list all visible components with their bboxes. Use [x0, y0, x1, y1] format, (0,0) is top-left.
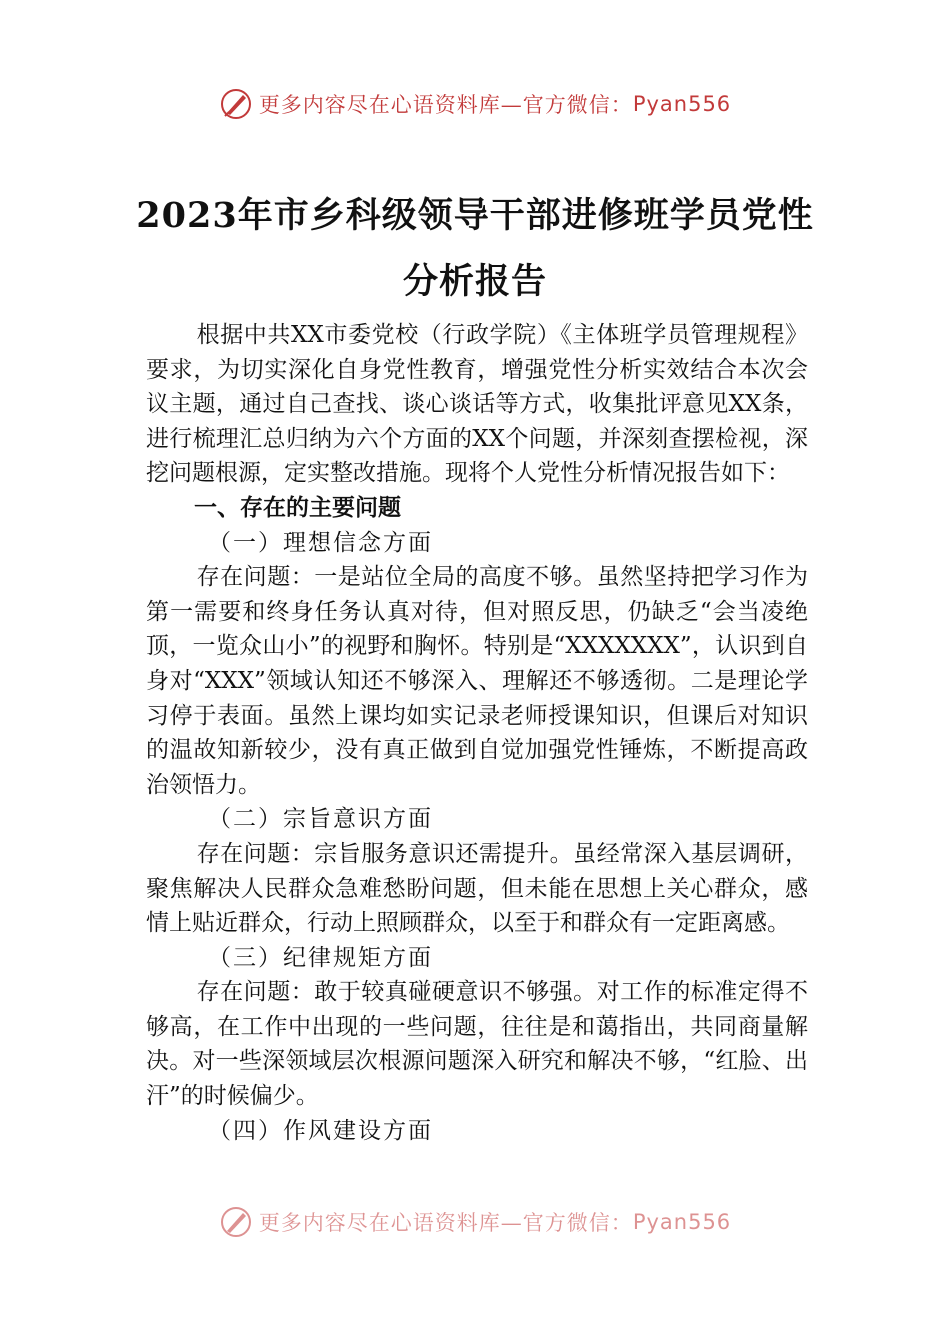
watermark-text: 更多内容尽在心语资料库—官方微信：: [258, 1211, 633, 1235]
quill-logo-icon: [219, 87, 253, 121]
section-heading: 一、存在的主要问题: [194, 494, 401, 521]
watermark-header: [0, 84, 950, 124]
document-title-line2: 分析报告: [402, 261, 547, 302]
watermark-wechat-id: Pyan556: [632, 92, 732, 116]
subsection-heading-3: （三）纪律规矩方面: [208, 944, 433, 971]
document-title-line1: 2023年市乡科级领导干部进修班学员党性: [136, 195, 814, 236]
quill-logo-icon: [219, 1205, 253, 1239]
document-body: [146, 318, 808, 1148]
subsection-body-3: 存在问题：敢于较真碰硬意识不够强。对工作的标准定得不够高，在工作中出现的一些问题，往往是和蔼指出，共同商量解决。对一些深领域层次根源问题深入研究和解决不够，“红脸、出汗”的时候偏少。: [146, 979, 808, 1110]
subsection-heading-2: （二）宗旨意识方面: [208, 806, 433, 833]
subsection-body-1: 存在问题：一是站位全局的高度不够。虽然坚持把学习作为第一需要和终身任务认真对待，但对照反思，仍缺乏“会当凌绝顶，一览众山小”的视野和胸怀。特别是“XXXXXXX”，认识到自身对“XXX”领域认知还不够深入、理解还不够透彻。二是理论学习停于表面。虽然上课均如实记录老师授课知识，但课后对知识的温故知新较少，没有真正做到自觉加强党性锤炼，不断提高政治领悟力。: [146, 564, 808, 798]
subsection-body-2: 存在问题：宗旨服务意识还需提升。虽经常深入基层调研，聚焦解决人民群众急难愁盼问题，但未能在思想上关心群众，感情上贴近群众，行动上照顾群众，以至于和群众有一定距离感。: [146, 840, 808, 937]
subsection-heading-4: （四）作风建设方面: [208, 1117, 433, 1144]
watermark-text: 更多内容尽在心语资料库—官方微信：: [258, 93, 633, 117]
watermark-footer: [0, 1204, 950, 1240]
subsection-heading-1: （一）理想信念方面: [208, 529, 433, 556]
watermark-wechat-id: Pyan556: [632, 1210, 732, 1234]
intro-paragraph: 根据中共XX市委党校（行政学院）《主体班学员管理规程》要求，为切实深化自身党性教育，增强党性分析实效结合本次会议主题，通过自己查找、谈心谈话等方式，收集批评意见XX条，进行梳理汇总归纳为六个方面的XX个问题，并深刻查摆检视，深挖问题根源，定实整改措施。现将个人党性分析情况报告如下：: [146, 322, 808, 487]
